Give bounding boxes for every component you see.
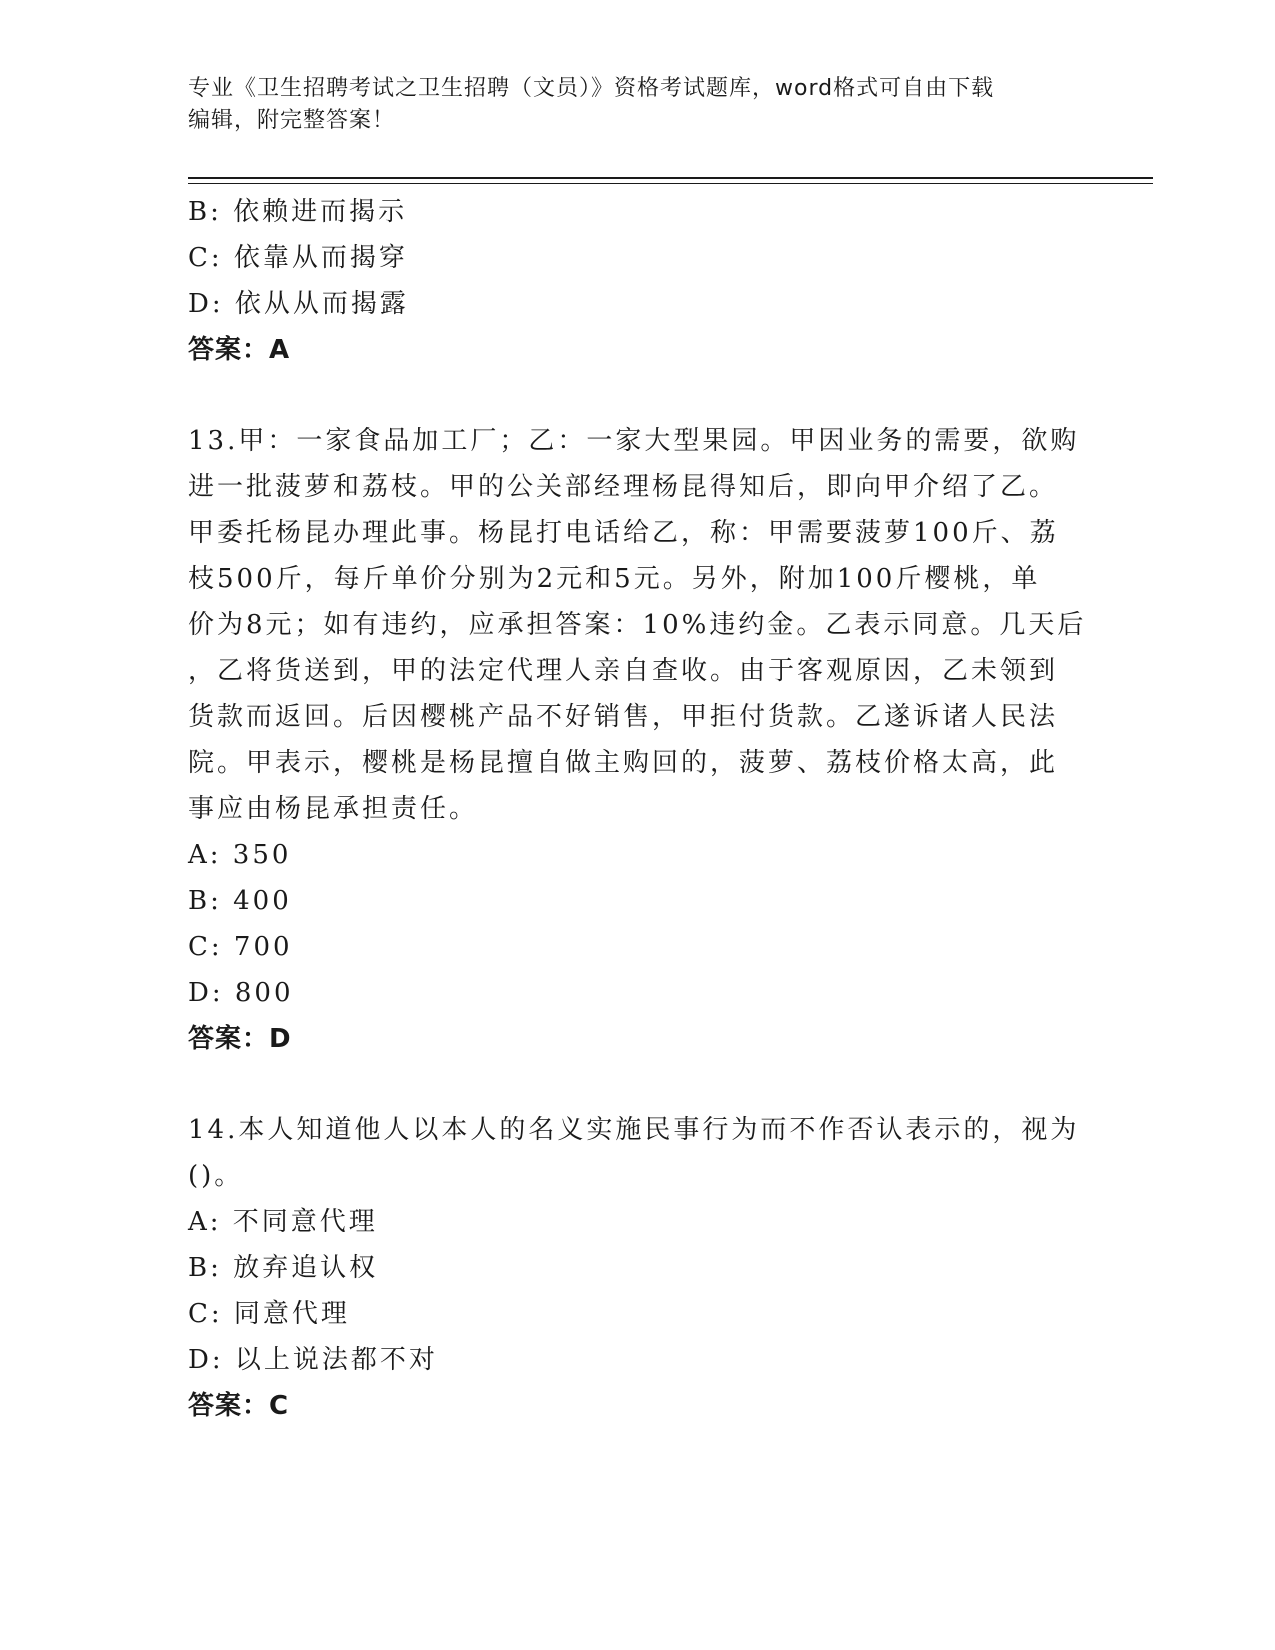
option-d: D: 依从从而揭露: [188, 289, 409, 319]
question-text-line: 甲委托杨昆办理此事。杨昆打电话给乙，称：甲需要菠萝100斤、荔: [188, 518, 1059, 548]
question-text-line: 院。甲表示，樱桃是杨昆擅自做主购回的，菠萝、荔枝价格太高，此: [188, 748, 1059, 778]
answer: 答案：A: [188, 335, 291, 365]
question-13: [188, 418, 1087, 1062]
header-line-1: 专业《卫生招聘考试之卫生招聘（文员）》资格考试题库，word格式可自由下载: [188, 76, 995, 101]
document-header: [188, 73, 1068, 137]
header-rule-thick: [188, 177, 1153, 179]
option-d: D: 以上说法都不对: [188, 1345, 438, 1375]
option-b: B: 放弃追认权: [188, 1253, 379, 1283]
question-text-line: ，乙将货送到，甲的法定代理人亲自查收。由于客观原因，乙未领到: [188, 656, 1059, 686]
question-14: [188, 1107, 1083, 1429]
option-b: B: 依赖进而揭示: [188, 197, 408, 227]
header-rule-thin: [188, 183, 1153, 184]
option-a: A: 不同意代理: [188, 1207, 378, 1237]
question-12-tail: [188, 189, 1083, 373]
option-b: B: 400: [188, 886, 292, 916]
header-line-2: 编辑，附完整答案！: [188, 108, 396, 133]
spacer: [188, 1062, 1083, 1107]
option-a: A: 350: [188, 840, 292, 870]
question-text-line: 事应由杨昆承担责任。: [188, 794, 479, 824]
question-text-line: 货款而返回。后因樱桃产品不好销售，甲拒付货款。乙遂诉诸人民法: [188, 702, 1059, 732]
spacer: [188, 373, 1083, 418]
question-text-line: 14.本人知道他人以本人的名义实施民事行为而不作否认表示的，视为: [188, 1115, 1080, 1145]
option-d: D: 800: [188, 978, 294, 1008]
question-text-line: 枝500斤，每斤单价分别为2元和5元。另外，附加100斤樱桃，单: [188, 564, 1041, 594]
option-c: C: 700: [188, 932, 293, 962]
answer: 答案：D: [188, 1024, 292, 1054]
question-text-line: 进一批菠萝和荔枝。甲的公关部经理杨昆得知后，即向甲介绍了乙。: [188, 472, 1059, 502]
question-text-line: ()。: [188, 1161, 244, 1191]
document-body: [188, 189, 1087, 1429]
option-c: C: 同意代理: [188, 1299, 350, 1329]
question-text-line: 13.甲：一家食品加工厂；乙：一家大型果园。甲因业务的需要，欲购: [188, 426, 1080, 456]
option-c: C: 依靠从而揭穿: [188, 243, 408, 273]
answer: 答案：C: [188, 1391, 290, 1421]
question-text-line: 价为8元；如有违约，应承担答案：10%违约金。乙表示同意。几天后: [188, 610, 1087, 640]
